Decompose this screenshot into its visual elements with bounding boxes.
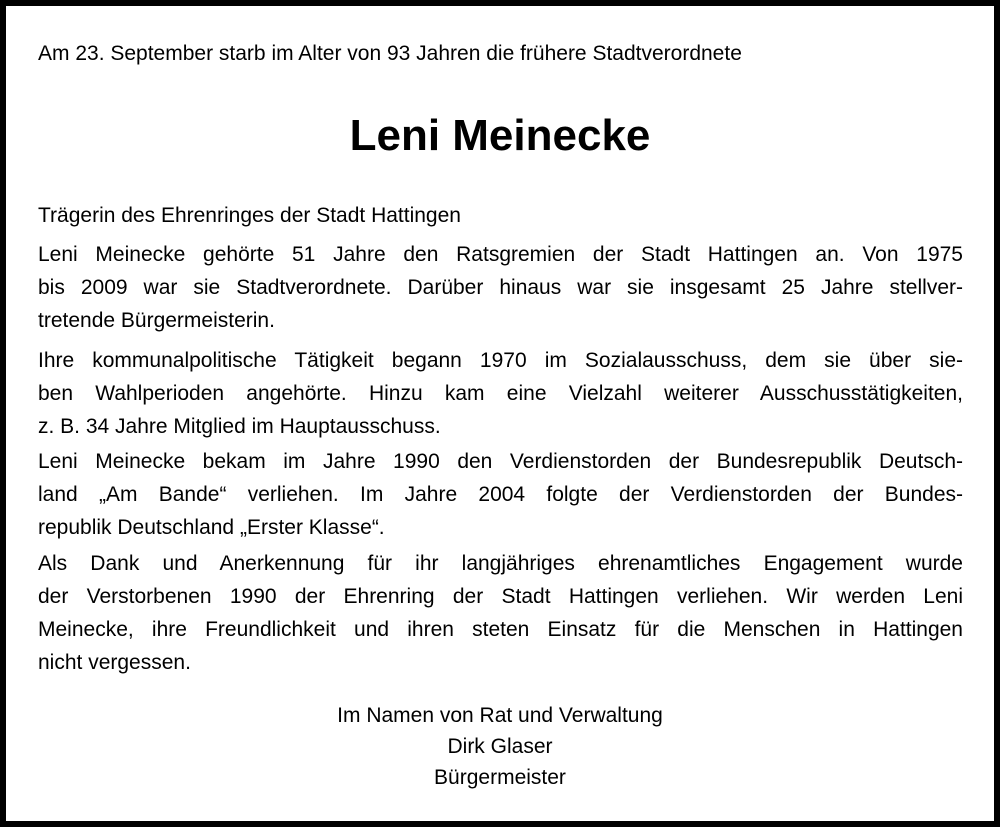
honorary-subtitle bbox=[38, 199, 963, 232]
paragraph-line: Leni Meinecke bekam im Jahre 1990 den Verdienstorden der Bundesrepublik Deutsch- bbox=[38, 450, 963, 473]
paragraph-line: Ihre kommunalpolitische Tätigkeit begann 1970 im Sozialausschuss, dem sie über sie- bbox=[38, 349, 963, 372]
paragraph-line: Als Dank und Anerkennung für ihr langjähriges ehrenamtliches Engagement wurde bbox=[38, 552, 963, 575]
paragraph-line: Meinecke, ihre Freundlichkeit und ihren steten Einsatz für die Menschen in Hattingen bbox=[38, 618, 963, 641]
paragraph-honors bbox=[38, 445, 963, 544]
paragraph-line: republik Deutschland „Erster Klasse“. bbox=[38, 516, 385, 539]
paragraph-line: bis 2009 war sie Stadtverordnete. Darüber hinaus war sie insgesamt 25 Jahre stellver- bbox=[38, 276, 963, 299]
paragraph-gratitude bbox=[38, 547, 963, 679]
paragraph-line: tretende Bürgermeisterin. bbox=[38, 309, 275, 332]
intro-text: Am 23. September starb im Alter von 93 Jahren die frühere Stadtverordnete bbox=[38, 42, 742, 65]
paragraph-line: z. B. 34 Jahre Mitglied im Hauptausschuss. bbox=[38, 415, 441, 438]
signature-line: Im Namen von Rat und Verwaltung bbox=[337, 704, 663, 727]
signatory-title: Bürgermeister bbox=[434, 766, 566, 789]
paragraph-line: land „Am Bande“ verliehen. Im Jahre 2004 folgte der Verdienstorden der Bundes- bbox=[38, 483, 963, 506]
subtitle-line: Trägerin des Ehrenringes der Stadt Hattingen bbox=[38, 204, 461, 227]
paragraph-council-membership bbox=[38, 238, 963, 337]
paragraph-line: ben Wahlperioden angehörte. Hinzu kam eine Vielzahl weiterer Ausschusstätigkeiten, bbox=[38, 382, 963, 405]
signatory-name: Dirk Glaser bbox=[447, 735, 553, 758]
paragraph-line: nicht vergessen. bbox=[38, 651, 191, 674]
paragraph-line: der Verstorbenen 1990 der Ehrenring der Stadt Hattingen verliehen. Wir werden Leni bbox=[38, 585, 963, 608]
paragraph-line: Leni Meinecke gehörte 51 Jahre den Ratsgremien der Stadt Hattingen an. Von 1975 bbox=[38, 243, 963, 266]
deceased-name: Leni Meinecke bbox=[349, 111, 651, 160]
paragraph-committee-work bbox=[38, 344, 963, 443]
signature-block bbox=[6, 700, 994, 793]
